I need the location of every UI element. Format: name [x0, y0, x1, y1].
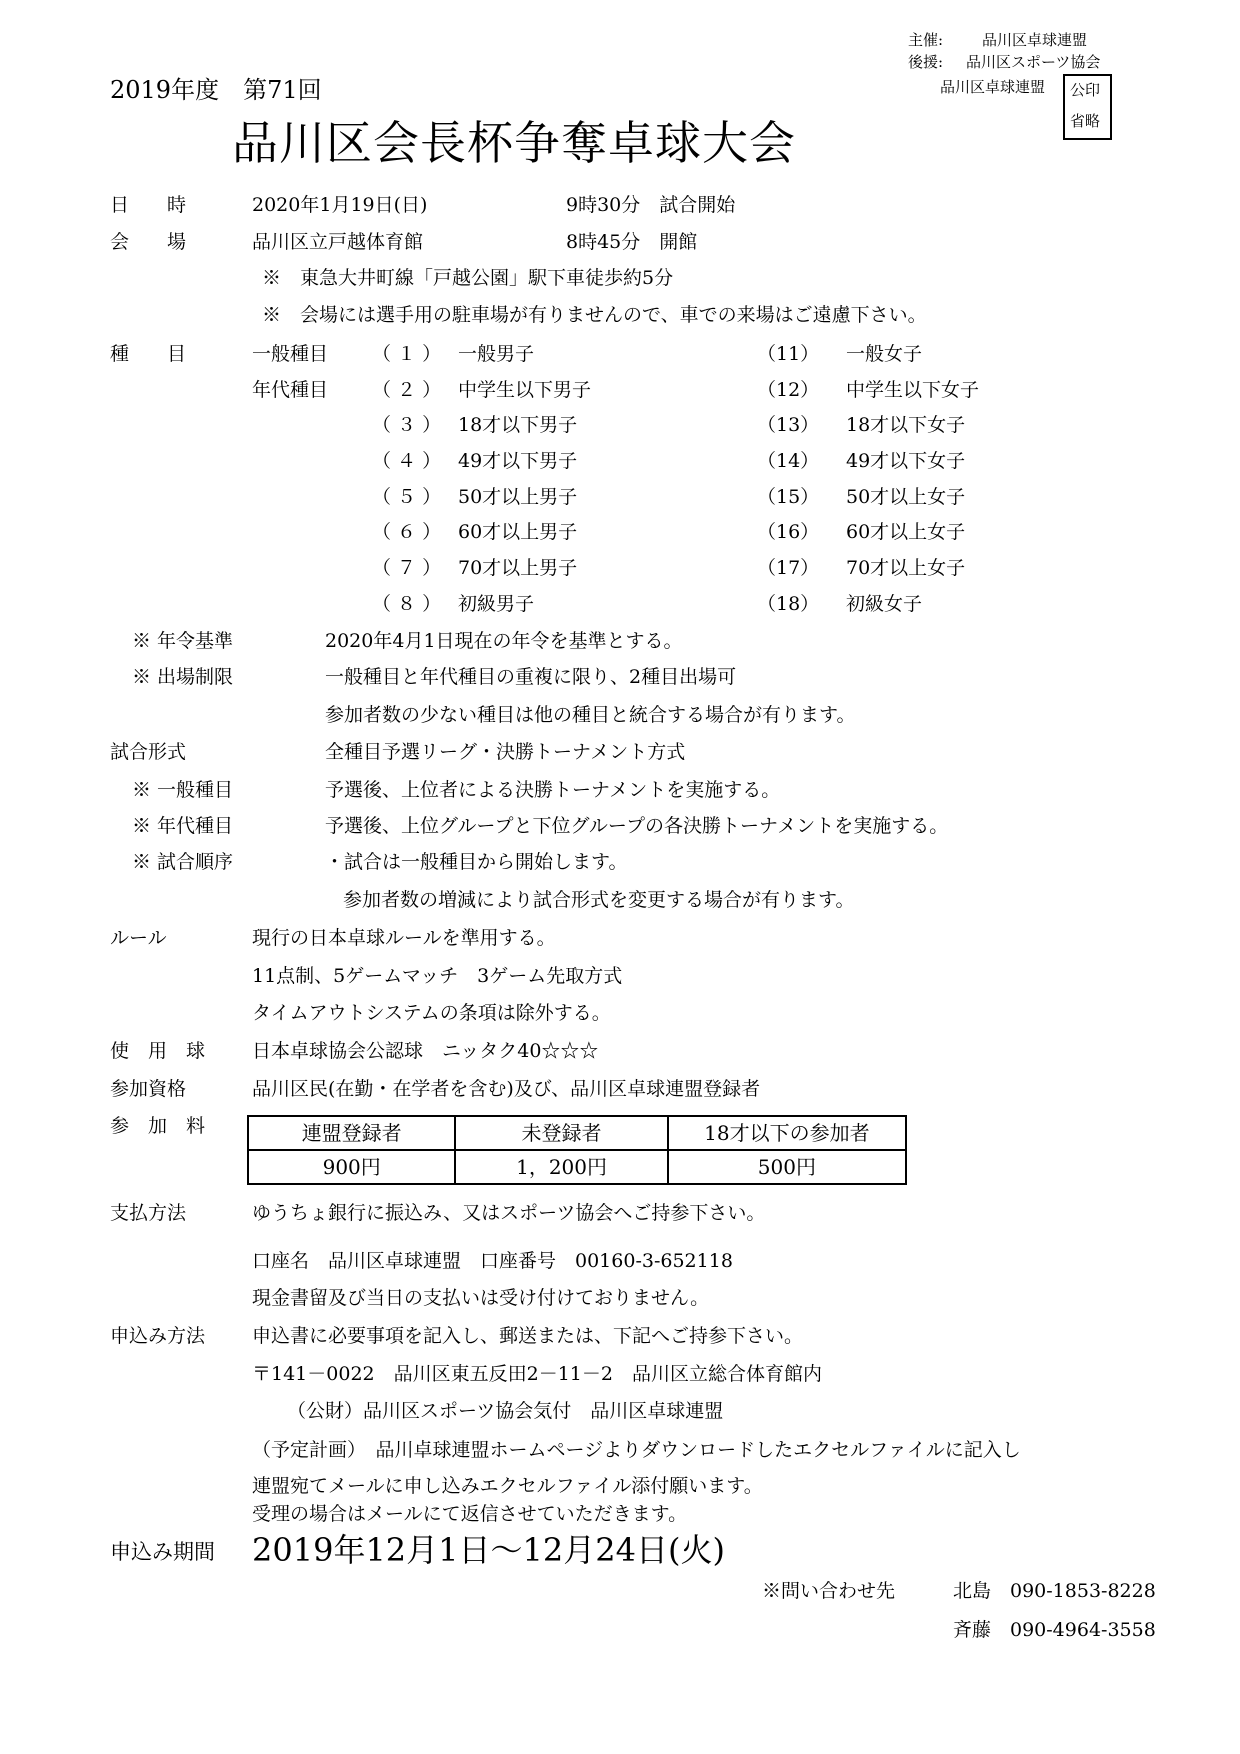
period-label: 申込み期間: [110, 1540, 215, 1564]
event-name: 一般男子: [458, 343, 535, 365]
event-name: 70才以上男子: [458, 557, 578, 579]
event-name: 60才以上男子: [458, 521, 578, 543]
format-text: 全種目予選リーグ・決勝トーナメント方式: [325, 741, 686, 763]
fee-value-cell: 1，200円: [455, 1150, 667, 1184]
event-num: （14）: [757, 450, 820, 472]
events-label: 種 目: [110, 343, 187, 365]
application-plan: （予定計画） 品川卓球連盟ホームページよりダウンロードしたエクセルファイルに記入し: [252, 1439, 1021, 1461]
application-line1: 申込書に必要事項を記入し、郵送または、下記へご持参下さい。: [252, 1325, 804, 1347]
datetime-label: 日 時: [110, 194, 187, 216]
event-name: 初級男子: [458, 593, 535, 615]
format-order-text1: ・試合は一般種目から開始します。: [325, 851, 628, 873]
application-label: 申込み方法: [110, 1325, 206, 1347]
payment-account: 口座名 品川区卓球連盟 口座番号 00160-3-652118: [252, 1250, 733, 1272]
fee-table-value-row: [248, 1150, 906, 1184]
event-num: （ ６ ）: [372, 521, 442, 543]
application-line5: 連盟宛てメールに申し込みエクセルファイル添付願います。: [252, 1475, 763, 1497]
event-num: （18）: [757, 593, 820, 615]
venue-name: 品川区立戸越体育館: [252, 231, 424, 253]
rules-label: ルール: [110, 927, 167, 949]
eligibility-text: 品川区民(在勤・在学者を含む)及び、品川区卓球連盟登録者: [252, 1078, 761, 1100]
fee-table-header-row: [248, 1116, 906, 1150]
official-seal-box: [1063, 74, 1112, 140]
venue-note-parking: ※ 会場には選手用の駐車場が有りませんので、車での来場はご遠慮下さい。: [262, 304, 927, 326]
payment-line3: 現金書留及び当日の支払いは受け付けておりません。: [252, 1287, 710, 1309]
event-num: （ ３ ）: [372, 414, 442, 436]
fee-header-cell: 18才以下の参加者: [668, 1116, 906, 1150]
event-num: （13）: [757, 414, 820, 436]
entry-limit-text1: 一般種目と年代種目の重複に限り、2種目出場可: [325, 666, 737, 688]
datetime-start: 9時30分 試合開始: [566, 194, 736, 216]
venue-note-access: ※ 東急大井町線「戸越公園」駅下車徒歩約5分: [262, 267, 674, 289]
events-general-label: 一般種目: [252, 343, 329, 365]
format-order-text2: 参加者数の増減により試合形式を変更する場合が有ります。: [343, 889, 855, 911]
fee-header-cell: 未登録者: [455, 1116, 667, 1150]
entry-limit-text2: 参加者数の少ない種目は他の種目と統合する場合が有ります。: [325, 704, 856, 726]
format-label: 試合形式: [110, 741, 187, 763]
application-care-of: （公財）品川区スポーツ協会気付 品川区卓球連盟: [287, 1400, 724, 1422]
host-name: 品川区卓球連盟: [982, 31, 1088, 49]
support-label: 後援:: [908, 53, 944, 71]
format-age-text: 予選後、上位グループと下位グループの各決勝トーナメントを実施する。: [325, 815, 949, 837]
format-general-text: 予選後、上位者による決勝トーナメントを実施する。: [325, 779, 781, 801]
entry-limit-label: ※ 出場制限: [132, 666, 234, 688]
event-name: 中学生以下男子: [458, 379, 592, 401]
rules-line1: 現行の日本卓球ルールを準用する。: [252, 927, 556, 949]
venue-label: 会 場: [110, 231, 187, 253]
fee-header-cell: 連盟登録者: [248, 1116, 455, 1150]
event-num: （ ４ ）: [372, 450, 442, 472]
format-general-label: ※ 一般種目: [132, 779, 234, 801]
event-num: （15）: [757, 486, 820, 508]
support-name: 品川区スポーツ協会: [966, 53, 1101, 71]
fees-label: 参 加 料: [110, 1115, 206, 1137]
contact-person2: 斉藤 090-4964-3558: [953, 1619, 1156, 1641]
event-name: 50才以上女子: [846, 486, 966, 508]
page-title: 品川区会長杯争奪卓球大会: [232, 116, 796, 170]
datetime-date: 2020年1月19日(日): [252, 194, 428, 216]
format-order-label: ※ 試合順序: [132, 851, 234, 873]
payment-label: 支払方法: [110, 1202, 187, 1224]
event-name: 49才以下女子: [846, 450, 966, 472]
event-name: 60才以上女子: [846, 521, 966, 543]
year-edition: 2019年度 第71回: [110, 76, 322, 104]
events-age-label: 年代種目: [252, 379, 329, 401]
event-name: 中学生以下女子: [846, 379, 980, 401]
event-name: 初級女子: [846, 593, 923, 615]
age-basis-text: 2020年4月1日現在の年令を基準とする。: [325, 630, 683, 652]
age-basis-label: ※ 年令基準: [132, 630, 234, 652]
event-name: 70才以上女子: [846, 557, 966, 579]
event-num: （ ５ ）: [372, 486, 442, 508]
event-num: （16）: [757, 521, 820, 543]
event-name: 50才以上男子: [458, 486, 578, 508]
event-name: 18才以下女子: [846, 414, 966, 436]
seal-line1: 公印: [1070, 81, 1101, 99]
period-text: 2019年12月1日～12月24日(火): [252, 1531, 725, 1569]
contact-label: ※問い合わせ先: [762, 1580, 896, 1602]
application-line6: 受理の場合はメールにて返信させていただきます。: [252, 1503, 688, 1525]
event-num: （11）: [757, 343, 820, 365]
eligibility-label: 参加資格: [110, 1078, 187, 1100]
event-num: （17）: [757, 557, 820, 579]
host-label: 主催:: [908, 31, 944, 49]
fee-value-cell: 500円: [668, 1150, 906, 1184]
event-num: （12）: [757, 379, 820, 401]
seal-org: 品川区卓球連盟: [940, 78, 1046, 96]
event-name: 一般女子: [846, 343, 923, 365]
contact-person1: 北島 090-1853-8228: [953, 1580, 1156, 1602]
seal-line2: 省略: [1070, 112, 1101, 130]
event-num: （ ７ ）: [372, 557, 442, 579]
rules-line3: タイムアウトシステムの条項は除外する。: [252, 1002, 611, 1024]
event-name: 18才以下男子: [458, 414, 578, 436]
event-num: （ １ ）: [372, 343, 442, 365]
payment-line1: ゆうちょ銀行に振込み、又はスポーツ協会へご持参下さい。: [252, 1202, 766, 1224]
ball-text: 日本卓球協会公認球 ニッタク40☆☆☆: [252, 1040, 599, 1062]
event-name: 49才以下男子: [458, 450, 578, 472]
ball-label: 使 用 球: [110, 1040, 206, 1062]
rules-line2: 11点制、5ゲームマッチ 3ゲーム先取方式: [252, 965, 623, 987]
event-num: （ ８ ）: [372, 593, 442, 615]
event-num: （ ２ ）: [372, 379, 442, 401]
application-address: 〒141－0022 品川区東五反田2－11－2 品川区立総合体育館内: [252, 1363, 822, 1385]
fee-table: [247, 1115, 907, 1185]
fee-value-cell: 900円: [248, 1150, 455, 1184]
venue-open: 8時45分 開館: [566, 231, 698, 253]
format-age-label: ※ 年代種目: [132, 815, 234, 837]
